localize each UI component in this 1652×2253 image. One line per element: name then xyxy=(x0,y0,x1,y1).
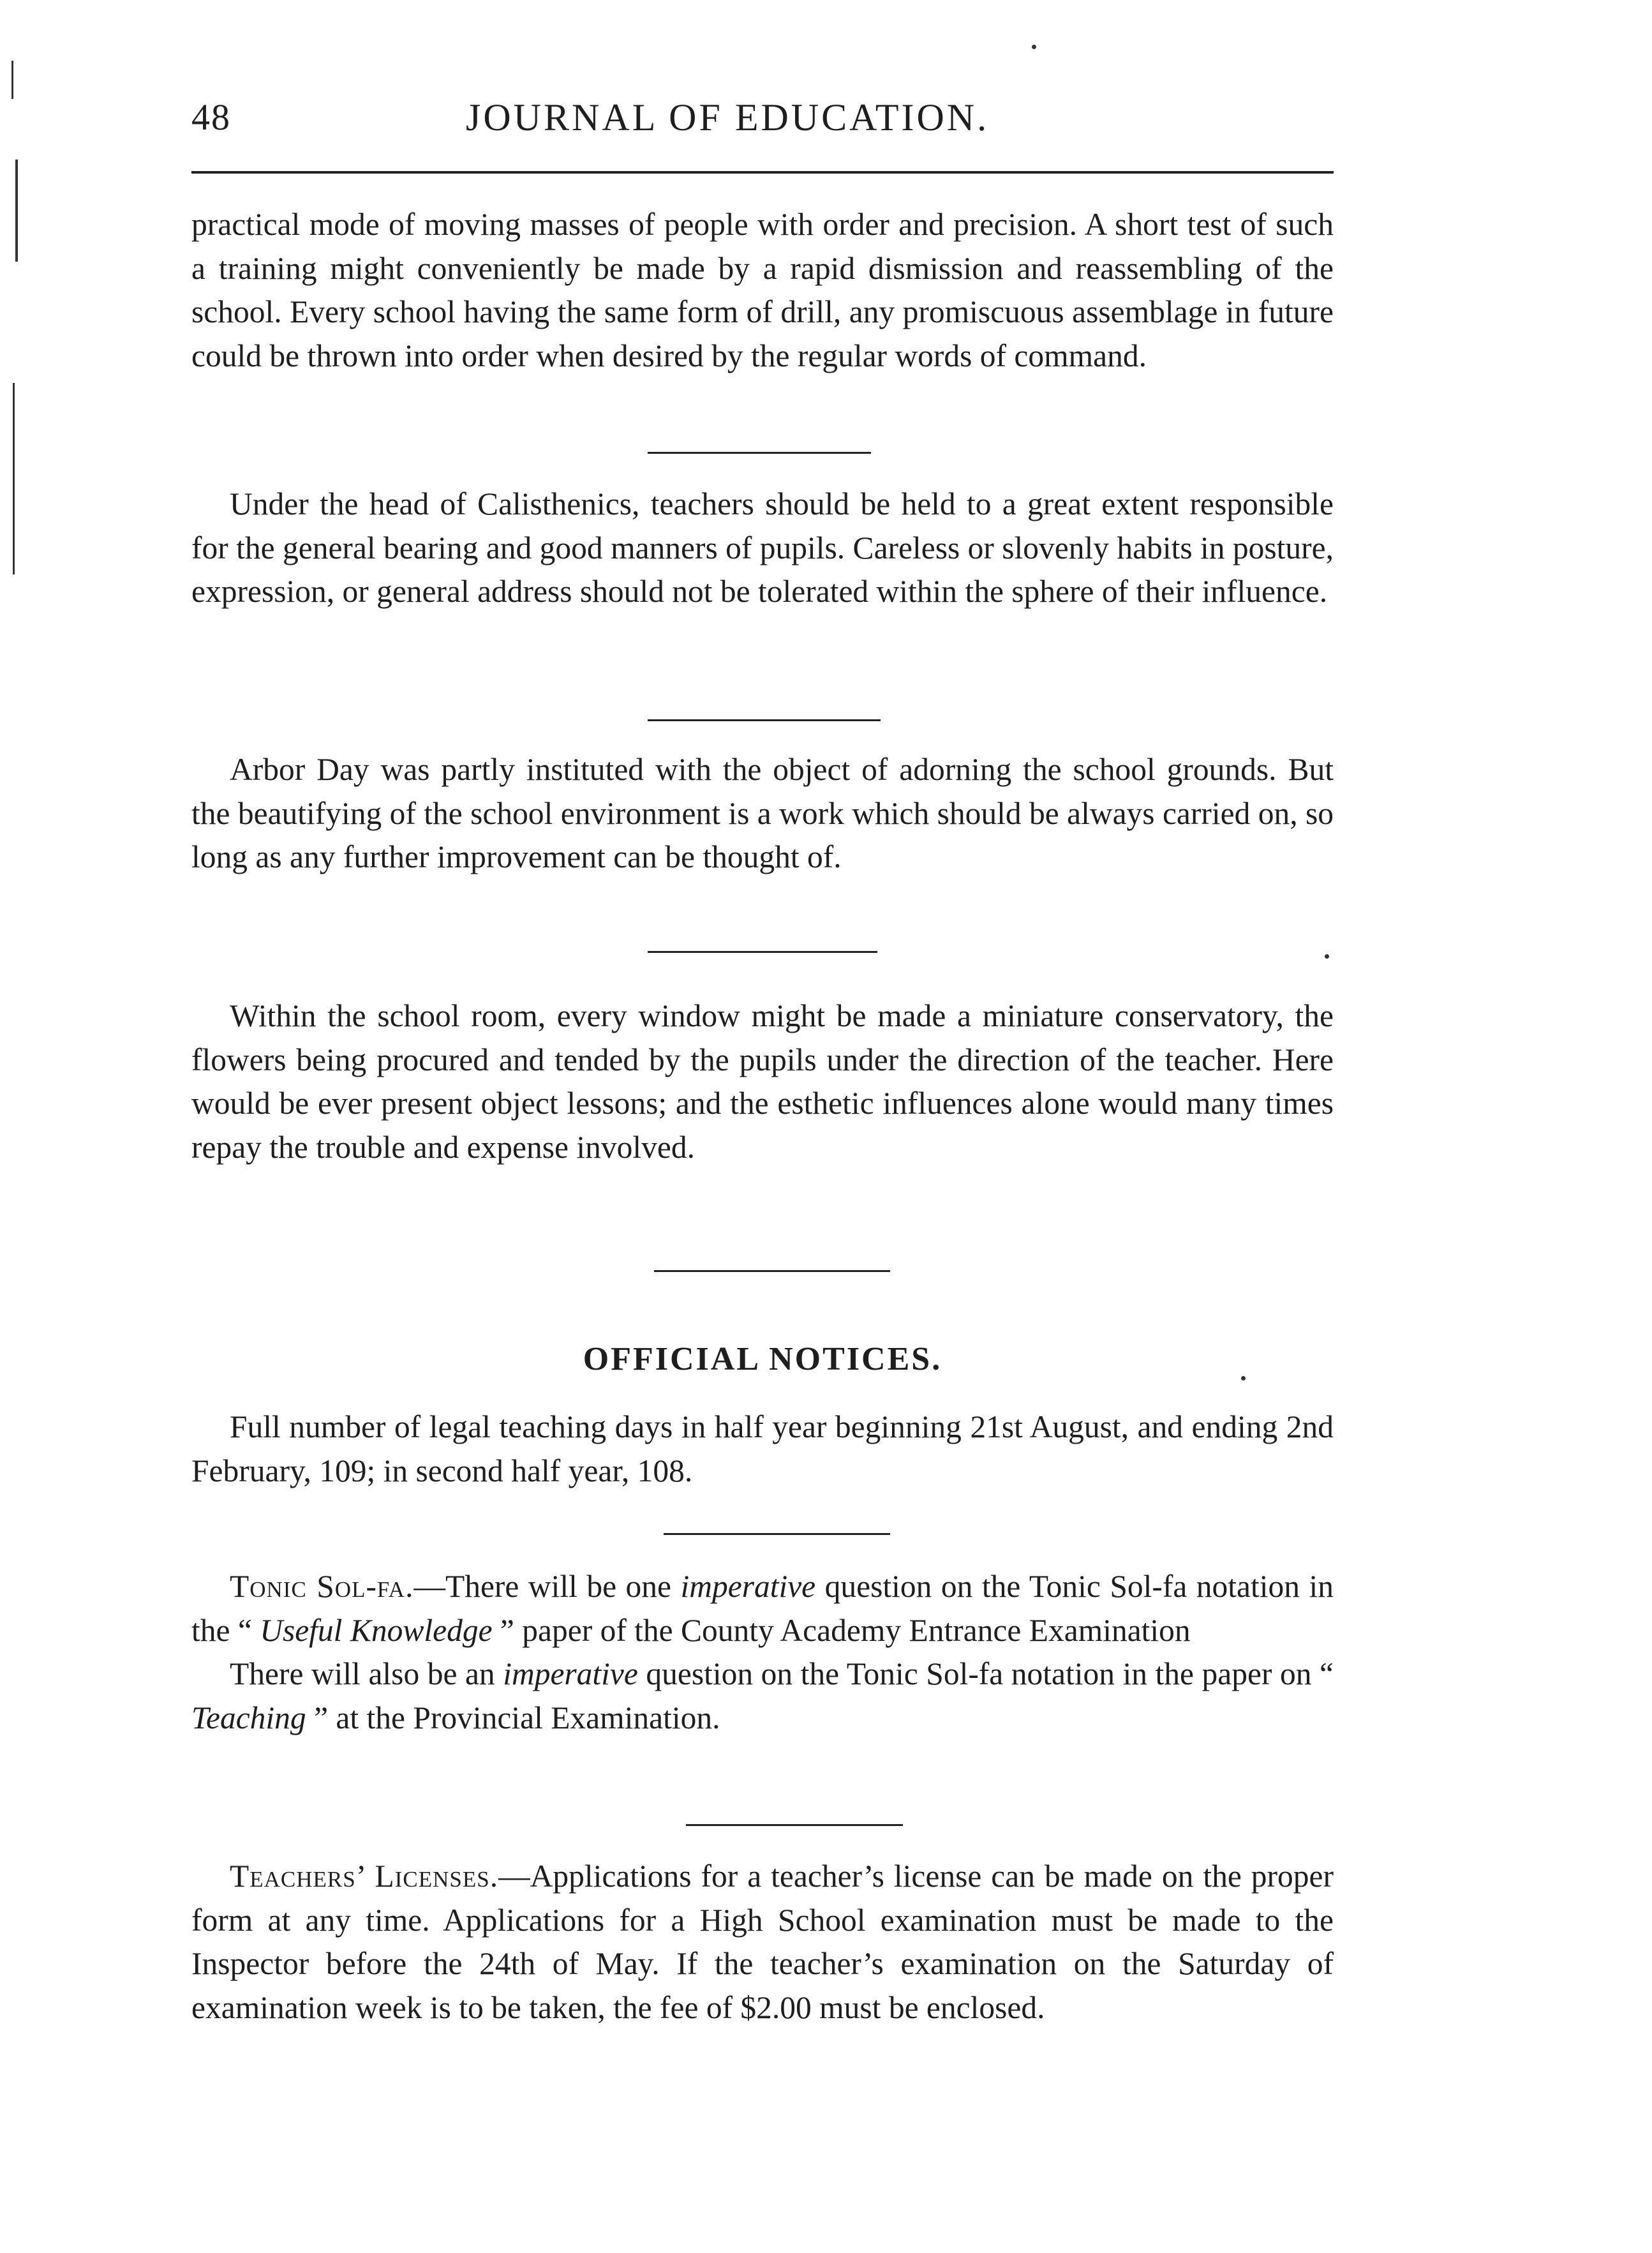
teachers-licenses-text: —Applications for a teacher’s license can be made on the proper form at any time. Applications for a High School examination must be made to the Inspector before the 24th of May. If the teacher’s examination on the Saturday of examination week is to be taken, the fee of $2.00 must be enclosed. xyxy=(191,1859,1334,2025)
section-divider xyxy=(686,1824,903,1826)
tonic-solfa-label: Tonic Sol-fa. xyxy=(230,1569,414,1604)
notice-teaching-days: Full number of legal teaching days in half year beginning 21st August, and ending 2nd February, 109; in second half year, 108. xyxy=(191,1409,1334,1488)
page-number: 48 xyxy=(191,96,231,138)
section-divider xyxy=(664,1533,890,1535)
paragraph-calisthenics: Under the head of Calisthenics, teachers should be held to a great extent responsible for the general bearing and good manners of pupils. Careless or slovenly habits in posture, expression, or general address should not be tolerated within the sphere of their influence. xyxy=(191,486,1334,609)
stray-ink-dot xyxy=(1032,45,1036,49)
teachers-licenses-label: Teachers’ Licenses. xyxy=(230,1859,499,1894)
section-divider xyxy=(648,452,871,454)
official-notices-heading: OFFICIAL NOTICES. xyxy=(583,1341,942,1377)
paper-title-teaching: Teaching xyxy=(191,1700,306,1735)
tonic-solfa-sentence-1 xyxy=(191,1565,1334,1652)
tonic-solfa-text: question on the Tonic Sol-fa notation in the “ xyxy=(191,1569,1334,1648)
paragraph-school-room: Within the school room, every window might be made a miniature conservatory, the flowers being procured and tended by the pupils under the direction of the teacher. Here would be ever present object lessons; and the esthetic influences alone would many times repay the trouble and expense involved. xyxy=(191,998,1334,1165)
notice-teachers-licenses xyxy=(191,1855,1334,2030)
paragraph-drill: practical mode of moving masses of people with order and precision. A short test of such a training might conveniently be made by a rapid dismission and reassembling of the school. Every school having the same form of drill, any promiscuous assemblage in future could be thrown into order when desired by the regular words of command. xyxy=(191,207,1334,373)
tonic-solfa-text: There will also be an xyxy=(230,1656,503,1691)
notice-tonic-solfa xyxy=(191,1565,1334,1740)
scan-edge-mark xyxy=(15,160,18,262)
paper-title-useful-knowledge: Useful Knowledge xyxy=(260,1612,493,1648)
section-divider xyxy=(648,719,881,721)
section-divider xyxy=(654,1270,890,1272)
scan-edge-mark xyxy=(13,383,15,574)
running-title: JOURNAL OF EDUCATION. xyxy=(466,96,990,138)
scan-edge-mark xyxy=(11,61,13,99)
tonic-solfa-sentence-2 xyxy=(191,1652,1334,1740)
tonic-solfa-text: question on the Tonic Sol-fa notation in the paper on “ xyxy=(637,1656,1334,1691)
tonic-solfa-text: —There will be one xyxy=(413,1569,681,1604)
emphasis-imperative: imperative xyxy=(680,1569,816,1604)
tonic-solfa-text: ” at the Provincial Examination. xyxy=(306,1700,720,1735)
section-divider xyxy=(648,951,877,953)
paragraph-arbor-day: Arbor Day was partly instituted with the object of adorning the school grounds. But the beautifying of the school environment is a work which should be always carried on, so long as any further improvement can be thought of. xyxy=(191,752,1334,874)
stray-ink-dot xyxy=(1325,954,1329,959)
emphasis-imperative: imperative xyxy=(503,1656,638,1691)
running-header xyxy=(191,96,1334,166)
tonic-solfa-text: ” paper of the County Academy Entrance Examination xyxy=(492,1612,1191,1648)
header-rule xyxy=(191,171,1334,174)
